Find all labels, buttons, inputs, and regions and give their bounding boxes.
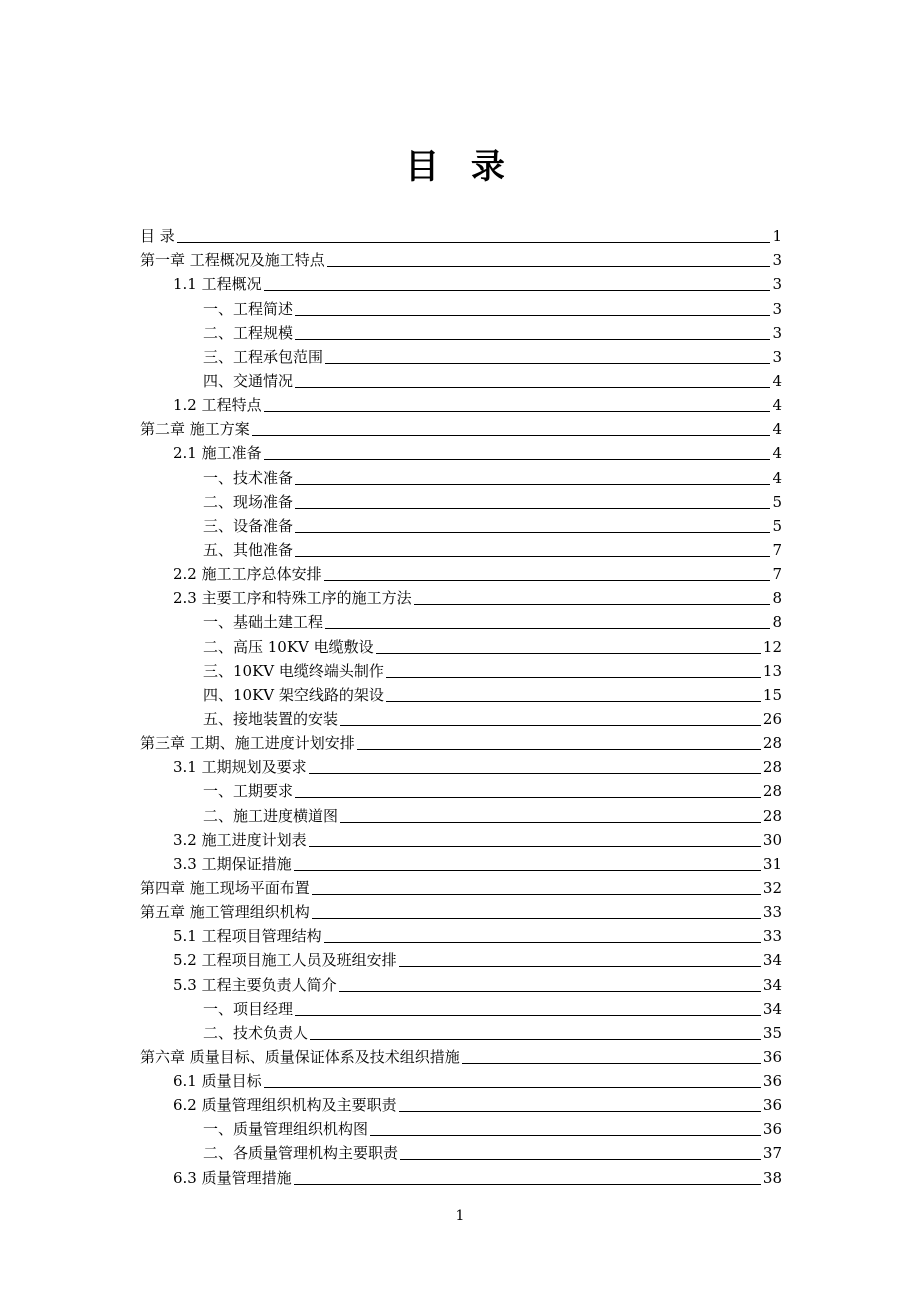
toc-leader-line xyxy=(295,508,770,509)
toc-leader-line xyxy=(312,918,761,919)
toc-leader-line xyxy=(177,242,771,243)
toc-entry-page: 34 xyxy=(762,999,782,1018)
toc-entry-title: 一、质量管理组织机构图 xyxy=(203,1120,369,1139)
toc-leader-line xyxy=(325,363,770,364)
toc-entry-title: 5.3 工程主要负责人简介 xyxy=(173,975,337,994)
toc-entry[interactable] xyxy=(140,681,782,705)
toc-entry-page: 36 xyxy=(762,1096,782,1115)
toc-entry-title: 第一章 工程概况及施工特点 xyxy=(140,251,325,270)
toc-entry-title: 四、10KV 架空线路的架设 xyxy=(203,685,384,704)
toc-entry[interactable] xyxy=(140,777,782,801)
toc-entry[interactable] xyxy=(140,246,782,270)
toc-entry-page: 28 xyxy=(762,782,782,801)
toc-entry[interactable] xyxy=(140,657,782,681)
toc-entry-page: 3 xyxy=(772,347,782,366)
toc-entry-page: 8 xyxy=(772,589,782,608)
toc-entry-page: 7 xyxy=(772,540,782,559)
toc-entry-title: 5.1 工程项目管理结构 xyxy=(173,927,322,946)
toc-entry-page: 4 xyxy=(772,396,782,415)
toc-entry-page: 5 xyxy=(772,516,782,535)
toc-entry-title: 6.3 质量管理措施 xyxy=(173,1168,292,1187)
toc-leader-line xyxy=(462,1063,761,1064)
toc-entry[interactable] xyxy=(140,560,782,584)
toc-entry-page: 8 xyxy=(772,613,782,632)
toc-leader-line xyxy=(325,628,770,629)
toc-entry-title: 2.1 施工准备 xyxy=(173,444,262,463)
toc-entry-title: 3.1 工期规划及要求 xyxy=(173,758,307,777)
toc-leader-line xyxy=(295,1015,761,1016)
toc-leader-line xyxy=(252,435,771,436)
toc-leader-line xyxy=(340,822,761,823)
toc-entry-page: 38 xyxy=(762,1168,782,1187)
toc-entry-page: 34 xyxy=(762,975,782,994)
toc-entry[interactable] xyxy=(140,632,782,656)
toc-entry-page: 4 xyxy=(772,468,782,487)
toc-entry-page: 3 xyxy=(772,251,782,270)
toc-entry-page: 28 xyxy=(762,758,782,777)
toc-entry[interactable] xyxy=(140,729,782,753)
toc-leader-line xyxy=(295,556,770,557)
toc-entry[interactable] xyxy=(140,874,782,898)
toc-entry-title: 第三章 工期、施工进度计划安排 xyxy=(140,734,355,753)
toc-entry-title: 三、设备准备 xyxy=(203,516,294,535)
toc-leader-line xyxy=(264,411,771,412)
toc-entry[interactable] xyxy=(140,222,782,246)
toc-entry-title: 二、工程规模 xyxy=(203,323,294,342)
toc-entry[interactable] xyxy=(140,922,782,946)
toc-entry[interactable] xyxy=(140,367,782,391)
toc-entry-page: 5 xyxy=(772,492,782,511)
toc-entry-page: 28 xyxy=(762,734,782,753)
toc-leader-line xyxy=(295,484,770,485)
toc-leader-line xyxy=(414,604,771,605)
toc-entry-title: 6.1 质量目标 xyxy=(173,1072,262,1091)
toc-entry-title: 2.2 施工工序总体安排 xyxy=(173,565,322,584)
toc-entry-title: 五、接地装置的安装 xyxy=(203,709,339,728)
toc-entry-page: 12 xyxy=(762,637,782,656)
toc-entry-page: 3 xyxy=(772,299,782,318)
toc-leader-line xyxy=(294,870,761,871)
toc-entry[interactable] xyxy=(140,415,782,439)
toc-leader-line xyxy=(357,749,761,750)
toc-leader-line xyxy=(386,701,761,702)
toc-leader-line xyxy=(295,387,770,388)
toc-entry-page: 4 xyxy=(772,371,782,390)
toc-entry-page: 4 xyxy=(772,420,782,439)
toc-entry-title: 6.2 质量管理组织机构及主要职责 xyxy=(173,1096,397,1115)
toc-leader-line xyxy=(264,290,771,291)
toc-entry-page: 32 xyxy=(762,878,782,897)
toc-entry-title: 一、基础土建工程 xyxy=(203,613,324,632)
toc-entry-page: 3 xyxy=(772,323,782,342)
toc-entry[interactable] xyxy=(140,898,782,922)
toc-leader-line xyxy=(295,315,770,316)
toc-entry-title: 二、各质量管理机构主要职责 xyxy=(203,1144,399,1163)
toc-entry-title: 一、工期要求 xyxy=(203,782,294,801)
toc-entry-page: 33 xyxy=(762,903,782,922)
toc-leader-line xyxy=(310,1039,761,1040)
toc-leader-line xyxy=(295,339,770,340)
toc-entry-title: 五、其他准备 xyxy=(203,540,294,559)
toc-entry-title: 第二章 施工方案 xyxy=(140,420,250,439)
toc-entry[interactable] xyxy=(140,753,782,777)
toc-entry[interactable] xyxy=(140,270,782,294)
page-title: 目 录 xyxy=(405,147,515,187)
toc-entry[interactable] xyxy=(140,1091,782,1115)
toc-entry[interactable] xyxy=(140,1163,782,1187)
toc-entry-page: 13 xyxy=(762,661,782,680)
toc-entry[interactable] xyxy=(140,1115,782,1139)
toc-leader-line xyxy=(312,894,761,895)
toc-entry-page: 28 xyxy=(762,806,782,825)
toc-leader-line xyxy=(294,1184,761,1185)
toc-entry[interactable] xyxy=(140,970,782,994)
toc-entry-title: 第五章 施工管理组织机构 xyxy=(140,903,310,922)
toc-leader-line xyxy=(340,725,761,726)
toc-entry[interactable] xyxy=(140,946,782,970)
toc-entry[interactable] xyxy=(140,319,782,343)
toc-entry[interactable] xyxy=(140,439,782,463)
toc-entry[interactable] xyxy=(140,343,782,367)
toc-entry[interactable] xyxy=(140,584,782,608)
table-of-contents xyxy=(140,222,782,1188)
toc-leader-line xyxy=(295,532,770,533)
toc-entry[interactable] xyxy=(140,801,782,825)
toc-entry[interactable] xyxy=(140,850,782,874)
toc-entry[interactable] xyxy=(140,463,782,487)
toc-entry-page: 36 xyxy=(762,1120,782,1139)
toc-entry-title: 三、工程承包范围 xyxy=(203,347,324,366)
toc-leader-line xyxy=(264,1087,761,1088)
toc-entry-page: 36 xyxy=(762,1047,782,1066)
toc-entry-page: 33 xyxy=(762,927,782,946)
toc-entry[interactable] xyxy=(140,512,782,536)
toc-leader-line xyxy=(370,1135,761,1136)
toc-entry[interactable] xyxy=(140,294,782,318)
toc-entry-page: 26 xyxy=(762,709,782,728)
toc-entry-title: 一、技术准备 xyxy=(203,468,294,487)
toc-entry-title: 3.2 施工进度计划表 xyxy=(173,830,307,849)
toc-entry-title: 3.3 工期保证措施 xyxy=(173,854,292,873)
toc-entry-page: 30 xyxy=(762,830,782,849)
toc-leader-line xyxy=(324,580,771,581)
toc-entry-title: 四、交通情况 xyxy=(203,371,294,390)
toc-entry-title: 5.2 工程项目施工人员及班组安排 xyxy=(173,951,397,970)
toc-leader-line xyxy=(327,266,771,267)
toc-entry[interactable] xyxy=(140,1067,782,1091)
toc-entry[interactable] xyxy=(140,488,782,512)
toc-leader-line xyxy=(399,1111,761,1112)
toc-entry-title: 第六章 质量目标、质量保证体系及技术组织措施 xyxy=(140,1047,460,1066)
toc-leader-line xyxy=(324,942,761,943)
toc-entry-title: 第四章 施工现场平面布置 xyxy=(140,878,310,897)
toc-entry[interactable] xyxy=(140,391,782,415)
toc-leader-line xyxy=(295,797,761,798)
toc-entry-title: 一、工程简述 xyxy=(203,299,294,318)
toc-entry[interactable] xyxy=(140,826,782,850)
toc-entry-page: 36 xyxy=(762,1072,782,1091)
toc-entry-title: 二、现场准备 xyxy=(203,492,294,511)
toc-entry-page: 37 xyxy=(762,1144,782,1163)
toc-leader-line xyxy=(264,459,771,460)
toc-entry-title: 1.2 工程特点 xyxy=(173,396,262,415)
toc-entry-title: 2.3 主要工序和特殊工序的施工方法 xyxy=(173,589,412,608)
toc-entry-page: 34 xyxy=(762,951,782,970)
toc-entry[interactable] xyxy=(140,705,782,729)
toc-entry[interactable] xyxy=(140,995,782,1019)
toc-leader-line xyxy=(339,991,761,992)
toc-entry-page: 15 xyxy=(762,685,782,704)
toc-entry-title: 目 录 xyxy=(140,227,175,246)
toc-entry[interactable] xyxy=(140,536,782,560)
toc-entry-page: 35 xyxy=(762,1023,782,1042)
toc-entry-page: 3 xyxy=(772,275,782,294)
page-number: 1 xyxy=(455,1208,465,1224)
toc-leader-line xyxy=(400,1159,761,1160)
toc-leader-line xyxy=(399,966,761,967)
toc-entry[interactable] xyxy=(140,1139,782,1163)
toc-entry-title: 二、高压 10KV 电缆敷设 xyxy=(203,637,374,656)
toc-entry[interactable] xyxy=(140,1019,782,1043)
toc-entry-title: 二、技术负责人 xyxy=(203,1023,309,1042)
toc-entry[interactable] xyxy=(140,608,782,632)
toc-entry-title: 二、施工进度横道图 xyxy=(203,806,339,825)
toc-leader-line xyxy=(376,653,761,654)
toc-leader-line xyxy=(309,846,761,847)
toc-entry-page: 31 xyxy=(762,854,782,873)
toc-entry-page: 4 xyxy=(772,444,782,463)
toc-entry-title: 一、项目经理 xyxy=(203,999,294,1018)
toc-leader-line xyxy=(309,773,761,774)
toc-entry-title: 1.1 工程概况 xyxy=(173,275,262,294)
toc-entry[interactable] xyxy=(140,1043,782,1067)
toc-entry-page: 7 xyxy=(772,565,782,584)
toc-leader-line xyxy=(386,677,761,678)
toc-entry-title: 三、10KV 电缆终端头制作 xyxy=(203,661,384,680)
toc-entry-page: 1 xyxy=(772,227,782,246)
